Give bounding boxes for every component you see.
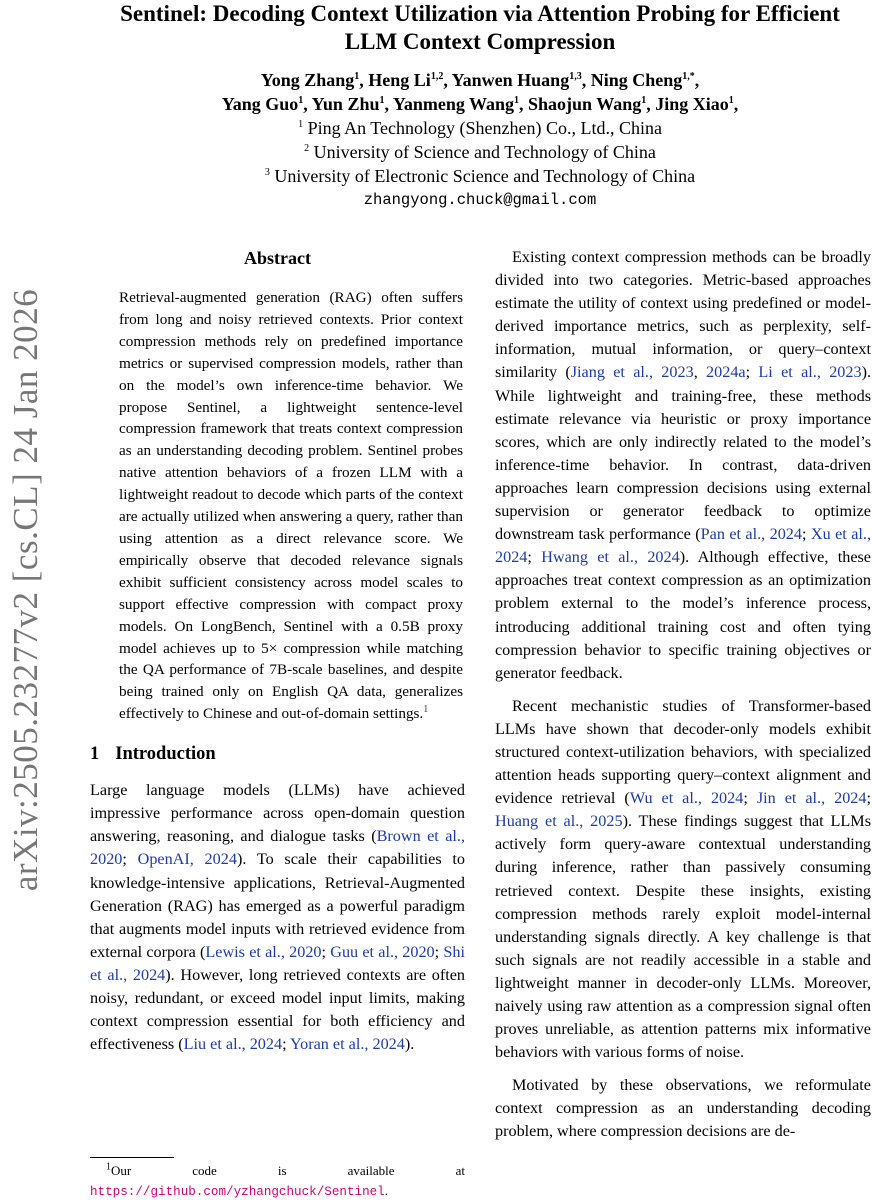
abstract-text: Retrieval-augmented generation (RAG) often suffers from long and noisy retrieved contexts. Prior context compression methods rely on predefined importance metrics or supervised compression models, rather than on the model’s own inference-time behavior. We propose Sentinel, a lightweight sentence-level compression framework that treats context compression as an understanding decoding problem. Sentinel probes native attention behaviors of a frozen LLM with a lightweight readout to decode which parts of the context are actually utilized when answering a query, rather than using attention as a direct relevance score. We empirically observe that decoded relevance signals exhibit sufficient consistency across model scales to support effective compression with compact proxy models. On LongBench, Sentinel with a 0.5B proxy model achieves up to 5× compression while matching the QA performance of 7B-scale baselines, and despite being trained only on English QA data, generalizes effectively to Chinese and out-of-domain settings.$^1$	[119, 289, 463, 723]
author-name: Yun Zhu	[311, 94, 380, 114]
intro-paragraph-2: Existing context compression methods can be broadly divided into two categories. Metric-based approaches estimate the utility of context using predefined or model-derived importance metrics, such as perplexity, self-information, mutual information, or query–context similarity (Jiang et al., 2023, 2024a; Li et al., 2023). While lightweight and training-free, these methods estimate relevance via heuristic or proxy importance scores, which are only indirectly related to the model’s inference-time behavior. In contrast, data-driven approaches learn compression decisions using external supervision or generator feedback to optimize downstream task performance (Pan et al., 2024; Xu et al., 2024; Hwang et al., 2024). Although effective, these approaches treat context compression as an optimization problem external to the model’s inference process, introducing additional training cost and often tying compression behavior to specific training objectives or generator feedback.	[495, 248, 872, 682]
author-affil-mark: 1,2	[430, 71, 444, 82]
intro-paragraph-3: Recent mechanistic studies of Transformer-based LLMs have shown that decoder-only models exhibit structured context-utilization behaviors, with specialized attention heads supporting query–context alignment and evidence retrieval (Wu et al., 2024; Jin et al., 2024; Huang et al., 2025). These findings suggest that LLMs actively form query-aware contextual understanding during inference, rather than passively consuming retrieved context. Despite these insights, existing compression methods rarely exploit model-internal understanding signals directly. A key challenge is that such signals are not readily accessible in a stable and lightweight manner in decoder-only LLMs. Moreover, naively using raw attention as a compression signal often proves unreliable, as attention patterns mix informative behaviors with various forms of noise.	[495, 696, 871, 1062]
paper-title	[60, 0, 872, 56]
author-affil-mark: 1	[354, 71, 360, 82]
citation-link[interactable]: Guu et al., 2020	[330, 942, 435, 961]
author-name: Yang Guo	[221, 94, 299, 114]
section-heading-introduction	[90, 741, 465, 767]
citation-link[interactable]: Liu et al., 2024	[183, 1035, 283, 1054]
affiliation-1: $^1$ Ping An Technology (Shenzhen) Co., Ltd., China	[298, 118, 662, 138]
author-affil-mark: 1	[641, 95, 647, 106]
citation-link[interactable]: Jiang et al., 2023	[570, 363, 694, 382]
affiliation-3: $^3$ University of Electronic Science and Technology of China	[264, 166, 696, 186]
author-name: Ning Cheng	[590, 70, 683, 90]
citation-link[interactable]: Shi et al., 2024	[90, 942, 465, 984]
intro-paragraph-1: Large language models (LLMs) have achieved impressive performance across open-domain question answering, reasoning, and dialogue tasks (Brown et al., 2020; OpenAI, 2024). To scale their capabilities to knowledge-intensive applications, Retrieval-Augmented Generation (RAG) has emerged as a powerful paradigm that augments model inputs with retrieved evidence from external corpora (Lewis et al., 2020; Guu et al., 2020; Shi et al., 2024). However, long retrieved contexts are often noisy, redundant, or exceed model input limits, making context compression essential for both efficiency and effectiveness (Liu et al., 2024; Yoran et al., 2024).	[90, 781, 465, 1054]
citation-link[interactable]: Wu et al., 2024	[629, 789, 744, 808]
left-column	[90, 245, 465, 1056]
citation-link[interactable]: OpenAI, 2024	[137, 850, 237, 869]
citation-link[interactable]: Hwang et al., 2024	[541, 548, 680, 567]
section-number: 1	[90, 744, 100, 765]
title-line-1: Sentinel: Decoding Context Utilization via Attention Probing for Efficient	[120, 1, 840, 26]
footnote-mark: 1	[106, 1161, 111, 1173]
author-name: Shaojun Wang	[528, 94, 642, 114]
author-name: Jing Xiao	[655, 94, 729, 114]
footnote-divider	[90, 1157, 174, 1158]
abstract-heading: Abstract	[244, 248, 311, 268]
author-affil-mark: 1	[298, 95, 304, 106]
citation-link[interactable]: 2024a	[706, 363, 746, 382]
author-line-2: Yang Guo$^1$, Yun Zhu$^1$, Yanmeng Wang$^1$, Shaojun Wang$^1$, Jing Xiao$^1$,	[221, 94, 739, 114]
code-repository-link[interactable]: https://github.com/yzhangchuck/Sentinel	[90, 1185, 385, 1199]
section-title: Introduction	[115, 744, 216, 765]
author-affil-mark: 1	[728, 95, 734, 106]
author-name: Heng Li	[368, 70, 431, 90]
author-affil-mark: 1	[379, 95, 385, 106]
author-name: Yong Zhang	[260, 70, 355, 90]
citation-link[interactable]: Lewis et al., 2020	[205, 942, 322, 961]
author-affil-mark: 1,3	[569, 71, 582, 82]
footnote: $^1$Our code is available at https://github.com/yzhangchuck/Sentinel.	[90, 1161, 465, 1199]
author-name: Yanwen Huang	[451, 70, 570, 90]
citation-link[interactable]: Xu et al., 2024	[495, 525, 871, 567]
author-block	[60, 68, 872, 212]
citation-link[interactable]: Jin et al., 2024	[756, 789, 867, 808]
affiliation-2: $^2$ University of Science and Technology of China	[304, 142, 656, 162]
arxiv-identifier-stamp	[4, 290, 48, 890]
citation-link[interactable]: Li et al., 2023	[758, 363, 862, 382]
author-line-1: Yong Zhang$^1$, Heng Li$^{1,2}$, Yanwen Huang$^{1,3}$, Ning Cheng$^{1,*}$,	[260, 70, 700, 90]
footnote-ref[interactable]: 1	[423, 704, 429, 716]
citation-link[interactable]: Pan et al., 2024	[700, 525, 802, 544]
contact-email[interactable]: zhangyong.chuck@gmail.com	[363, 191, 597, 209]
title-line-2: LLM Context Compression	[344, 29, 616, 54]
author-affil-mark: 1	[514, 95, 520, 106]
author-affil-mark: 1,*	[682, 71, 695, 82]
citation-link[interactable]: Huang et al., 2025	[495, 812, 623, 831]
citation-link[interactable]: Brown et al., 2020	[90, 827, 465, 869]
citation-link[interactable]: Yoran et al., 2024	[290, 1035, 405, 1054]
author-name: Yanmeng Wang	[392, 94, 515, 114]
arxiv-identifier-text: arXiv:2505.23277v2 [cs.CL] 24 Jan 2026	[6, 288, 46, 892]
right-column	[495, 246, 871, 1144]
intro-paragraph-4: Motivated by these observations, we reformulate context compression as an understanding decoding problem, where compression decisions are de-	[495, 1076, 871, 1141]
